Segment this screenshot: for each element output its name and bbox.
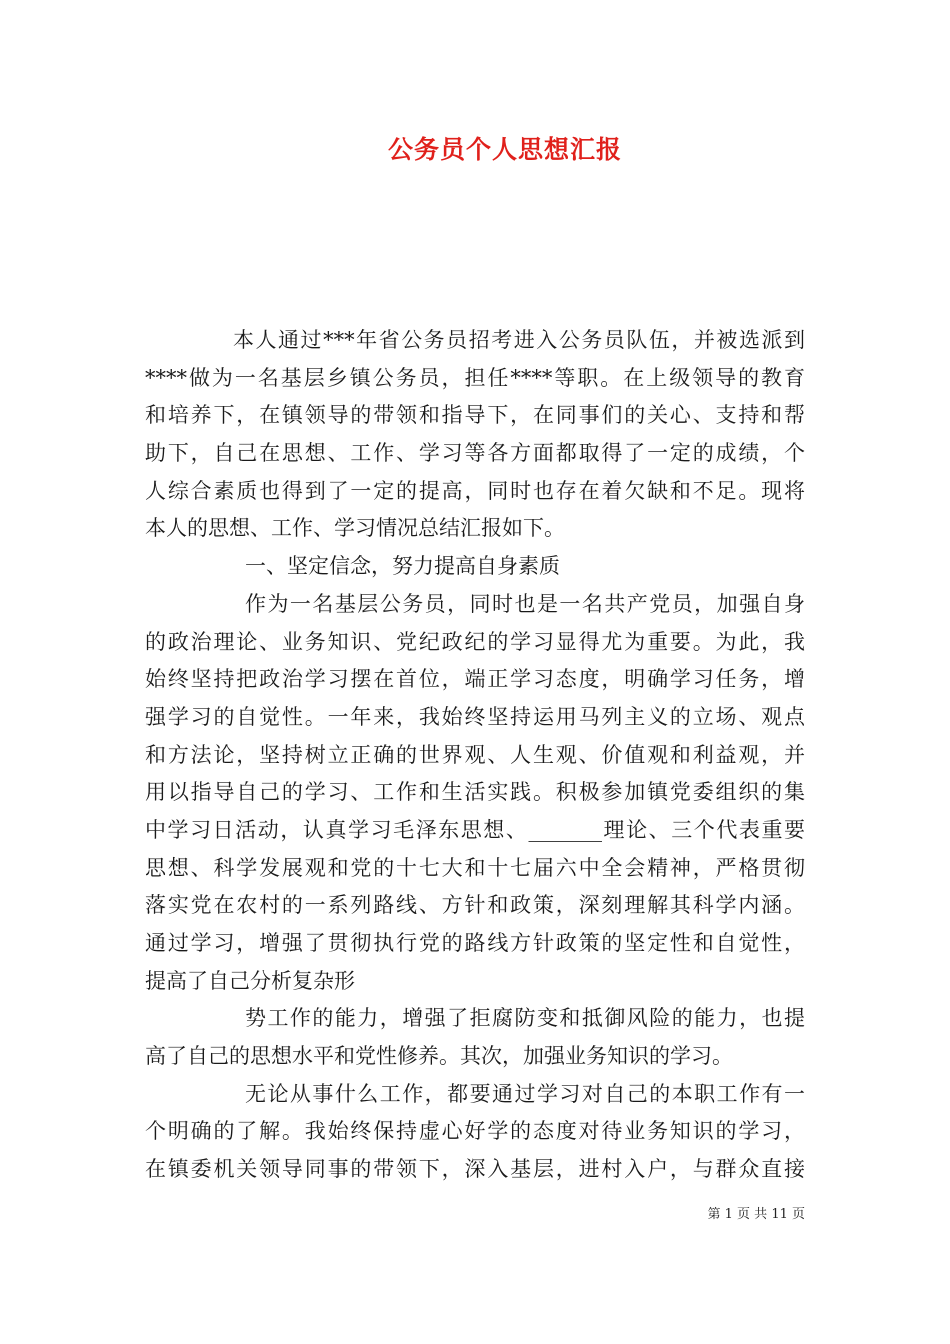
text-line: 落实党在农村的一系列路线、方针和政策，深刻理解其科学内涵。 (145, 893, 805, 918)
text-line: 作为一名基层公务员，同时也是一名共产党员，加强自身 (245, 591, 805, 616)
text-line: 高了自己的思想水平和党性修养。其次，加强业务知识的学习。 (145, 1044, 733, 1069)
text-line: 的政治理论、业务知识、党纪政纪的学习显得尤为重要。为此，我 (145, 629, 805, 654)
text-line: 本人的思想、工作、学习情况总结汇报如下。 (145, 516, 565, 541)
text-line: 无论从事什么工作，都要通过学习对自己的本职工作有一 (245, 1081, 805, 1106)
text-line: 思想、科学发展观和党的十七大和十七届六中全会精神，严格贯彻 (145, 855, 805, 880)
document-body (145, 322, 805, 1189)
text-line: 和培养下，在镇领导的带领和指导下，在同事们的关心、支持和帮 (145, 403, 805, 428)
text-line: 通过学习，增强了贯彻执行党的路线方针政策的坚定性和自觉性， (145, 931, 805, 955)
text-line: 始终坚持把政治学习摆在首位，端正学习态度，明确学习任务，增 (145, 667, 805, 692)
text-line: 强学习的自觉性。一年来，我始终坚持运用马列主义的立场、观点 (145, 704, 805, 729)
text-line: 一、坚定信念，努力提高自身素质 (245, 554, 560, 579)
text-line: 个明确的了解。我始终保持虚心好学的态度对待业务知识的学习， (145, 1119, 805, 1144)
text-line: 用以指导自己的学习、工作和生活实践。积极参加镇党委组织的集 (145, 780, 805, 805)
text-line: 势工作的能力，增强了拒腐防变和抵御风险的能力，也提 (245, 1006, 805, 1031)
text-line: 和方法论，坚持树立正确的世界观、人生观、价值观和利益观，并 (145, 742, 805, 767)
document-title: 公务员个人思想汇报 (387, 135, 622, 164)
text-line: 在镇委机关领导同事的带领下，深入基层，进村入户，与群众直接 (145, 1157, 805, 1182)
text-line: ****做为一名基层乡镇公务员，担任****等职。在上级领导的教育 (145, 365, 805, 390)
text-line: 人综合素质也得到了一定的提高，同时也存在着欠缺和不足。现将 (145, 478, 805, 503)
text-line: 中学习日活动，认真学习毛泽东思想、_______理论、三个代表重要 (145, 817, 805, 842)
page-footer: 第 1 页 共 11 页 (707, 1207, 805, 1222)
text-line: 助下，自己在思想、工作、学习等各方面都取得了一定的成绩，个 (145, 441, 805, 466)
text-line: 本人通过***年省公务员招考进入公务员队伍，并被选派到 (233, 328, 805, 352)
text-line: 提高了自己分析复杂形 (145, 968, 355, 993)
